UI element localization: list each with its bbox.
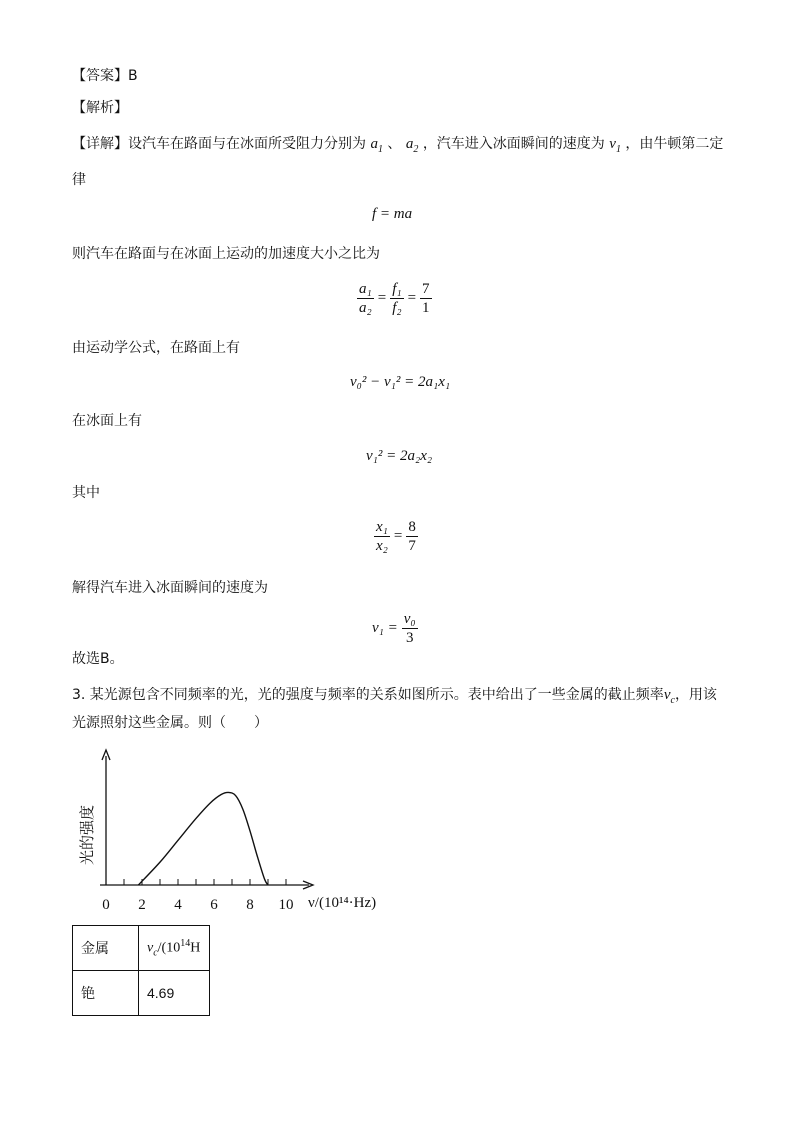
question3-line2: 光源照射这些金属。则（ ） (72, 715, 268, 731)
var-a2: $a_2$ (405, 136, 419, 155)
text-ice: 在冰面上有 (72, 413, 142, 429)
analysis-title: 【解析】 (72, 100, 128, 116)
text-choose: 故选B。 (72, 651, 124, 667)
detail-text-1: 【详解】设汽车在路面与在冰面所受阻力分别为 (72, 136, 366, 152)
text-accel-ratio: 则汽车在路面与在冰面上运动的加速度大小之比为 (72, 246, 380, 262)
equation-road: v₀² − v₁² = 2a₁x₁ (350, 374, 451, 390)
x-axis-label: ν/(10¹⁴·Hz) (308, 895, 377, 911)
text-kinematics: 由运动学公式，在路面上有 (72, 340, 240, 356)
intensity-frequency-chart (70, 745, 400, 920)
metal-cutoff-table (72, 925, 210, 1016)
detail-text-3: ，由牛顿第二定 (625, 136, 724, 152)
intensity-curve (138, 792, 268, 885)
equation-distance-ratio: $\frac{\text{x₁}}{\text{x₂}}$ = $\frac{8}{7}$ (376, 519, 416, 554)
text-where: 其中 (72, 485, 100, 501)
x-tick-label: 0 (102, 897, 110, 913)
header-metal: 金属 (73, 926, 139, 971)
x-tick-label: 8 (246, 897, 254, 913)
x-tick-label: 6 (210, 897, 218, 913)
y-axis-label: 光的强度 (78, 804, 96, 866)
answer-line: 【答案】B (72, 68, 138, 84)
text-solve: 解得汽车进入冰面瞬间的速度为 (72, 580, 268, 596)
x-tick-label: 10 (278, 897, 294, 913)
equation-accel-ratio: $\frac{\text{a₁}}{\text{a₂}}$ = $\frac{\text{f₁}}{\text{f₂}}$ = $\frac{7}{1}$ (359, 281, 430, 316)
question3-line1: 3. 某光源包含不同频率的光，光的强度与频率的关系如图所示。表中给出了一些金属的截止频率$\nu_c$，用该 (72, 687, 717, 706)
header-cutoff: $\nu_c/(10^{14}H$ (139, 926, 210, 971)
x-tick-label: 2 (138, 897, 146, 913)
equation-newton: f = ma (372, 206, 413, 222)
equation-ice: v₁² = 2a₂x₂ (366, 448, 433, 464)
table-header-row (73, 926, 210, 971)
x-tick-label: 4 (174, 897, 182, 913)
nu-c-symbol: $\nu_c$ (663, 687, 675, 706)
cell-value: 4.69 (139, 971, 210, 1016)
detail-paragraph-line1 (72, 136, 723, 158)
var-a1: $a_1$ (370, 136, 383, 155)
equation-result: v₁ = $\frac{\text{v₀}}{3}$ (372, 611, 416, 646)
var-v1: $v_1$ (609, 136, 621, 155)
detail-text-2: ，汽车进入冰面瞬间的速度为 (422, 136, 605, 152)
cell-metal: 铯 (73, 971, 139, 1016)
sep-dun: 、 (387, 136, 402, 152)
table-row (73, 971, 210, 1016)
detail-paragraph-line2: 律 (72, 172, 86, 188)
